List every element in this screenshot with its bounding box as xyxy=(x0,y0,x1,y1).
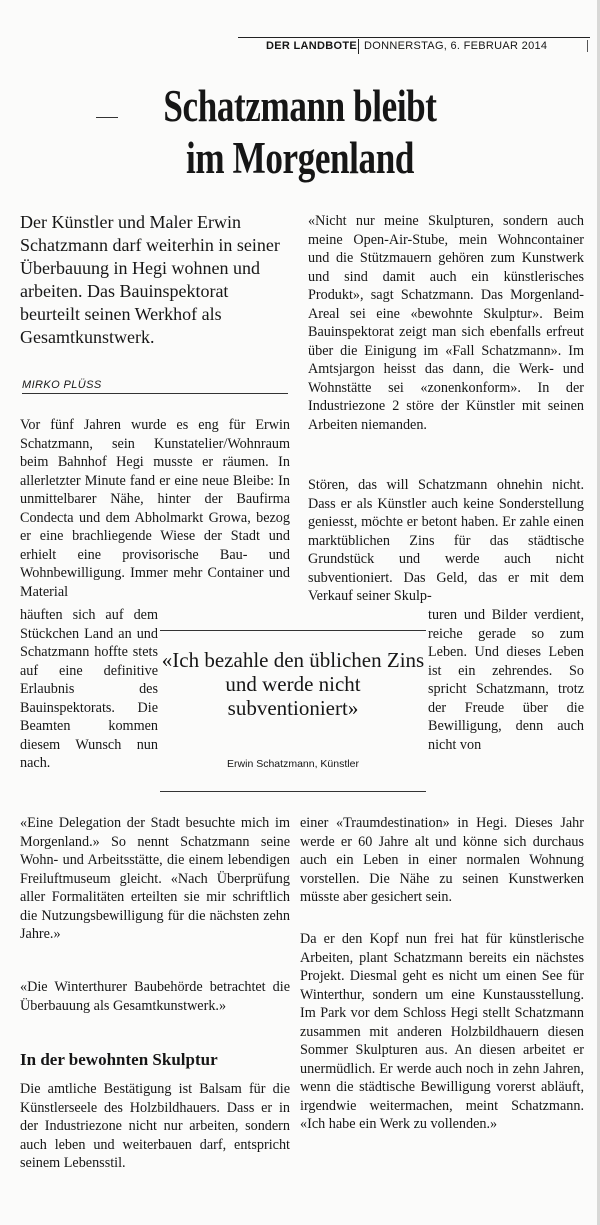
headline xyxy=(66,80,534,184)
lead-paragraph: Der Künstler und Maler Erwin Schatzmann darf weiterhin in seiner Überbauung in Hegi wohnen und arbeiten. Das Bauinspektorat beurteilt seinen Werkhof als Gesamtkunstwerk. xyxy=(20,212,280,347)
pull-quote-source: Erwin Schatzmann, Künstler xyxy=(227,758,359,770)
body-column-2-bottom-2: Da er den Kopf nun frei hat für künstlerische Arbeiten, plant Schatzmann bereits ein nächstes Projekt. Diesmal geht es nicht um einen See für Winterthur, sondern um eine Kunstausstellung. Im Park vor dem Schloss Hegi stellt Schatzmann zusammen mit anderen Holzbildhauern diesen Sommer Skulpturen aus. An diesen arbeitet er unermüdlich. Er werde auch noch in zehn Jahren, wenn die städtische Bewilligung vorerst abläuft, irgendwie weitermachen, meint Schatzmann. «Ich habe ein Werk zu vollenden.» xyxy=(300,931,584,1132)
masthead-edge-rule xyxy=(587,40,588,52)
body-column-1-bottom-2: «Die Winterthurer Baubehörde betrachtet die Überbauung als Gesamtkunstwerk.» xyxy=(20,979,290,1014)
body-column-2-top: «Nicht nur meine Skulpturen, sondern auch meine Open-Air-Stube, mein Wohncontainer und die Stützmauern gehören zum Kunstwerk und sind damit auch ein künstlerisches Produkt», sagt Schatzmann. Das Morgenland-Areal sei eine «bewohnte Skulptur». Beim Bauinspektorat zeigt man sich ebenfalls erfreut über die Einigung im «Fall Schatzmann». Im Amtsjargon heisst das dann, die Werk- und Wohnstätte sei «zonenkonform». In der Industriezone 2 störe der Künstler mit seinen Arbeiten niemanden. xyxy=(308,213,584,433)
body-column-1-bottom: «Eine Delegation der Stadt besuchte mich im Morgenland.» So nennt Schatzmann seine Wohn- und Arbeitsstätte, die einem lebendigen Freiluftmuseum gleicht. «Nach Überprüfung aller Formalitäten erteilten sie mir schriftlich die Nutzungsbewilligung für die nächsten zehn Jahre.» xyxy=(20,815,290,942)
body-column-2-bottom: einer «Traumdestination» in Hegi. Dieses Jahr werde er 60 Jahre alt und könne sich durchaus auch ein Leben in einer normalen Wohnung vorstellen. Die Nähe zu seinen Kunstwerken müsste aber gesichert sein. xyxy=(300,815,584,905)
pull-quote xyxy=(160,630,426,792)
body-column-1-sub: Die amtliche Bestätigung ist Balsam für die Künstlerseele des Holzbildhauers. Dass er in der Industriezone nicht nur arbeiten, sondern auch leben und weiterbauen darf, entspricht seinem Lebensstil. xyxy=(20,1081,290,1171)
body-column-2-narrow: turen und Bilder verdient, reiche gerade so zum Leben. Und dieses Leben ist ein zehrendes. So spricht Schatzmann, trotz der Freude über die Bewilligung, denn auch nicht von xyxy=(428,607,584,753)
headline-line-2: im Morgenland xyxy=(186,133,414,183)
author-byline: MIRKO PLÜSS xyxy=(22,379,288,394)
newspaper-name: DER LANDBOTE xyxy=(266,40,357,52)
body-column-1-top: Vor fünf Jahren wurde es eng für Erwin Schatzmann, sein Kunstatelier/Wohnraum beim Bahnhof Hegi musste er räumen. In allerletzter Minute fand er eine neue Bleibe: In unmittelbarer Nähe, hinter der Baufirma Condecta und dem Abholmarkt Growa, bezog er eine brachliegende Wiese der Stadt und erhielt eine provisorische Bau- und Wohnbewilligung. Immer mehr Container und Material xyxy=(20,417,290,600)
body-column-2-mid: Stören, das will Schatzmann ohnehin nicht. Dass er als Künstler auch keine Sonderstellung geniesst, möchte er betont haben. Er zahle einen marktüblichen Zins für das städtische Grundstück und werde auch nicht subventioniert. Das Geld, das er mit dem Verkauf seiner Skulp- xyxy=(308,477,584,604)
pull-quote-top-rule xyxy=(160,630,426,631)
subheading: In der bewohnten Skulptur xyxy=(20,1050,218,1069)
issue-date: DONNERSTAG, 6. FEBRUAR 2014 xyxy=(364,40,548,52)
headline-line-1: Schatzmann bleibt xyxy=(163,81,437,131)
masthead xyxy=(238,37,590,56)
pull-quote-text: «Ich bezahle den üblichen Zins und werde nicht subventioniert» xyxy=(161,648,425,720)
pull-quote-bottom-rule xyxy=(160,791,426,792)
body-column-1-narrow: häuften sich auf dem Stückchen Land an und Schatzmann hoffte stets auf eine definitive Erlaubnis des Bauinspektorats. Die Beamten kommen diesem Wunsch nun nach. xyxy=(20,607,158,771)
masthead-separator xyxy=(358,39,359,54)
